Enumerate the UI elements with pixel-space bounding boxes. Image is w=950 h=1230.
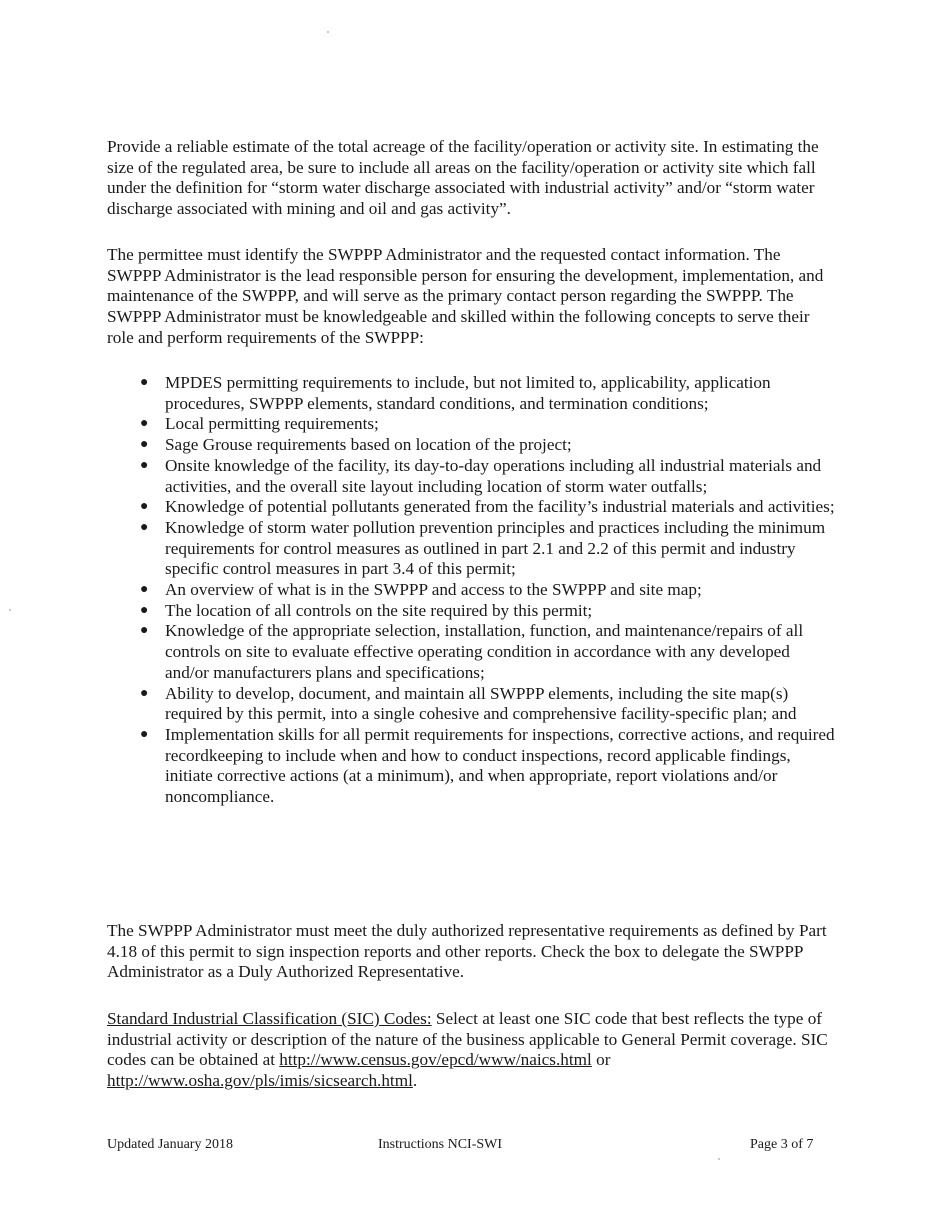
- concept-text: Sage Grouse requirements based on location of the project;: [165, 435, 572, 455]
- concept-text: MPDES permitting requirements to include, but not limited to, applicability, application procedures, SWPPP elements, standard conditions, and termination conditions;: [165, 373, 771, 413]
- bullet-icon: ●: [140, 437, 149, 453]
- concept-list-item: [107, 518, 837, 580]
- footer-updated-date: Updated January 2018: [107, 1137, 233, 1152]
- concept-list-item: [107, 497, 837, 518]
- concept-list-item: [107, 601, 837, 622]
- bullet-icon: ●: [140, 582, 149, 598]
- bullet-icon: ●: [140, 726, 149, 742]
- duly-authorized-paragraph: The SWPPP Administrator must meet the duly authorized representative requirements as defined by Part 4.18 of this permit to sign inspection reports and other reports. Check the box to delegate the SWPPP Administrator as a Duly Authorized Representative.: [107, 921, 827, 982]
- footer-page-number: Page 3 of 7: [750, 1137, 814, 1152]
- concept-list-item: [107, 684, 837, 725]
- concept-list-item: [107, 580, 837, 601]
- scan-speck: [327, 31, 329, 33]
- concept-text: An overview of what is in the SWPPP and access to the SWPPP and site map;: [165, 580, 702, 600]
- concepts-bullet-list: [107, 373, 837, 808]
- bullet-icon: ●: [140, 623, 149, 639]
- concept-text: Local permitting requirements;: [165, 414, 379, 434]
- concept-list-item: [107, 725, 837, 808]
- sic-heading: Standard Industrial Classification (SIC) Codes:: [107, 1009, 432, 1028]
- scan-speck: [9, 609, 11, 611]
- bullet-icon: ●: [140, 685, 149, 701]
- sic-period: .: [412, 1071, 418, 1091]
- concept-text: Knowledge of the appropriate selection, installation, function, and maintenance/repairs of all controls on site to evaluate effective operating condition in accordance with any developed and/or manufacturers plans and specifications;: [165, 621, 804, 682]
- sic-text: Select at least one SIC code that best reflects the type of industrial activity or description of the nature of the business applicable to General Permit coverage. SIC codes can be obtained at: [107, 1009, 828, 1070]
- concept-list-item: [107, 373, 837, 414]
- bullet-icon: ●: [140, 602, 149, 618]
- sicsearch-link[interactable]: http://www.osha.gov/pls/imis/sicsearch.html: [107, 1071, 413, 1091]
- administrator-intro-paragraph: The permittee must identify the SWPPP Administrator and the requested contact information. The SWPPP Administrator is the lead responsible person for ensuring the development, implementation, and maintenance of the SWPPP, and will serve as the primary contact person regarding the SWPPP. The SWPPP Administrator must be knowledgeable and skilled within the following concepts to serve their role and perform requirements of the SWPPP:: [107, 245, 824, 347]
- sic-codes-paragraph: [107, 1009, 837, 1092]
- naics-link[interactable]: http://www.census.gov/epcd/www/naics.html: [279, 1050, 592, 1070]
- concept-text: Knowledge of storm water pollution prevention principles and practices including the minimum requirements for control measures as outlined in part 2.1 and 2.2 of this permit and industry specific control measures in part 3.4 of this permit;: [165, 517, 826, 579]
- bullet-icon: ●: [140, 457, 149, 473]
- bullet-icon: ●: [140, 519, 149, 535]
- concept-text: Knowledge of potential pollutants generated from the facility’s industrial materials and activities;: [165, 497, 835, 517]
- bullet-icon: ●: [140, 416, 149, 432]
- concept-text: The location of all controls on the site required by this permit;: [165, 600, 593, 620]
- scan-speck: [718, 1158, 720, 1160]
- footer-document-id: Instructions NCI-SWI: [378, 1137, 503, 1152]
- concept-list-item: [107, 414, 837, 435]
- concept-list-item: [107, 435, 837, 456]
- concept-text: Onsite knowledge of the facility, its day-to-day operations including all industrial materials and activities, and the overall site layout including location of storm water outfalls;: [165, 455, 822, 496]
- acreage-paragraph: Provide a reliable estimate of the total acreage of the facility/operation or activity site. In estimating the size of the regulated area, be sure to include all areas on the facility/operation or activity site which fall under the definition for “storm water discharge associated with industrial activity” and/or “storm water discharge associated with mining and oil and gas activity”.: [107, 137, 819, 219]
- bullet-icon: ●: [140, 499, 149, 515]
- bullet-icon: ●: [140, 375, 149, 390]
- concept-list-item: [107, 456, 837, 497]
- concept-text: Ability to develop, document, and maintain all SWPPP elements, including the site map(s) required by this permit, into a single cohesive and comprehensive facility-specific plan; and: [165, 683, 797, 724]
- concept-text: Implementation skills for all permit requirements for inspections, corrective actions, and required recordkeeping to include when and how to conduct inspections, record applicable findings, initiate corrective actions (at a minimum), and when appropriate, report violations and/or noncompliance.: [165, 724, 835, 807]
- sic-or-text: or: [591, 1050, 611, 1070]
- concept-list-item: [107, 621, 837, 683]
